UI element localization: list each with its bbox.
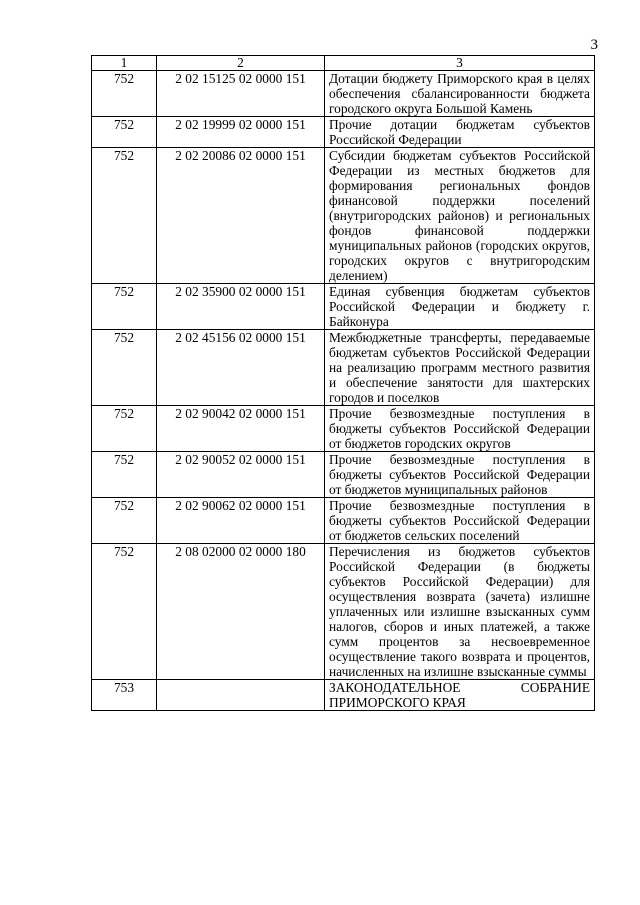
- column-header: 2: [157, 56, 325, 71]
- revenue-name-cell: Единая субвенция бюджетам субъектов Российской Федерации и бюджету г. Байконура: [325, 284, 595, 330]
- budget-classification-code-cell: 2 02 20086 02 0000 151: [157, 148, 325, 284]
- table-header-row: [92, 56, 595, 71]
- revenue-name-cell: Субсидии бюджетам субъектов Российской Федерации из местных бюджетов для формирования региональных фондов финансовой поддержки поселений (внутригородских районов) и региональных фондов финансовой поддержки муниципальных районов (городских округов, городских округов с внутригородским делением): [325, 148, 595, 284]
- table-row: [92, 284, 595, 330]
- budget-classification-code-cell: 2 02 90042 02 0000 151: [157, 406, 325, 452]
- administrator-code-cell: 752: [92, 284, 157, 330]
- revenue-name-cell: Прочие безвозмездные поступления в бюджеты субъектов Российской Федерации от бюджетов муниципальных районов: [325, 452, 595, 498]
- revenue-name-cell: Прочие безвозмездные поступления в бюджеты субъектов Российской Федерации от бюджетов сельских поселений: [325, 498, 595, 544]
- revenue-name-cell: ЗАКОНОДАТЕЛЬНОЕ СОБРАНИЕ ПРИМОРСКОГО КРАЯ: [325, 680, 595, 711]
- revenue-name-cell: Перечисления из бюджетов субъектов Российской Федерации (в бюджеты субъектов Российской Федерации) для осуществления возврата (зачета) излишне уплаченных или излишне взысканных сумм налогов, сборов и иных платежей, а также сумм процентов за несвоевременное осуществление такого возврата и процентов, начисленных на излишне взысканные суммы: [325, 544, 595, 680]
- budget-classification-code-cell: 2 02 90062 02 0000 151: [157, 498, 325, 544]
- budget-classification-code-cell: 2 08 02000 02 0000 180: [157, 544, 325, 680]
- budget-classification-code-cell: 2 02 19999 02 0000 151: [157, 117, 325, 148]
- administrator-code-cell: 753: [92, 680, 157, 711]
- table-row: [92, 498, 595, 544]
- table-row: [92, 148, 595, 284]
- administrator-code-cell: 752: [92, 452, 157, 498]
- revenue-name-cell: Дотации бюджету Приморского края в целях обеспечения сбалансированности бюджета городского округа Большой Камень: [325, 71, 595, 117]
- table-row: [92, 117, 595, 148]
- table-row: [92, 680, 595, 711]
- table-row: [92, 71, 595, 117]
- revenue-name-cell: Прочие дотации бюджетам субъектов Российской Федерации: [325, 117, 595, 148]
- table-row: [92, 406, 595, 452]
- budget-classification-code-cell: 2 02 15125 02 0000 151: [157, 71, 325, 117]
- column-header: 1: [92, 56, 157, 71]
- column-header: 3: [325, 56, 595, 71]
- budget-classification-code-cell: 2 02 90052 02 0000 151: [157, 452, 325, 498]
- revenue-name-cell: Прочие безвозмездные поступления в бюджеты субъектов Российской Федерации от бюджетов городских округов: [325, 406, 595, 452]
- budget-classification-code-cell: 2 02 35900 02 0000 151: [157, 284, 325, 330]
- administrator-code-cell: 752: [92, 330, 157, 406]
- table-row: [92, 452, 595, 498]
- budget-classification-code-cell: 2 02 45156 02 0000 151: [157, 330, 325, 406]
- revenue-codes-table: [91, 55, 595, 711]
- administrator-code-cell: 752: [92, 117, 157, 148]
- table-row: [92, 544, 595, 680]
- administrator-code-cell: 752: [92, 71, 157, 117]
- table-row: [92, 330, 595, 406]
- revenue-name-cell: Межбюджетные трансферты, передаваемые бюджетам субъектов Российской Федерации на реализацию программ местного развития и обеспечение занятости для шахтерских городов и поселков: [325, 330, 595, 406]
- administrator-code-cell: 752: [92, 148, 157, 284]
- administrator-code-cell: 752: [92, 406, 157, 452]
- page-number: 3: [590, 37, 598, 53]
- budget-classification-code-cell: [157, 680, 325, 711]
- administrator-code-cell: 752: [92, 544, 157, 680]
- administrator-code-cell: 752: [92, 498, 157, 544]
